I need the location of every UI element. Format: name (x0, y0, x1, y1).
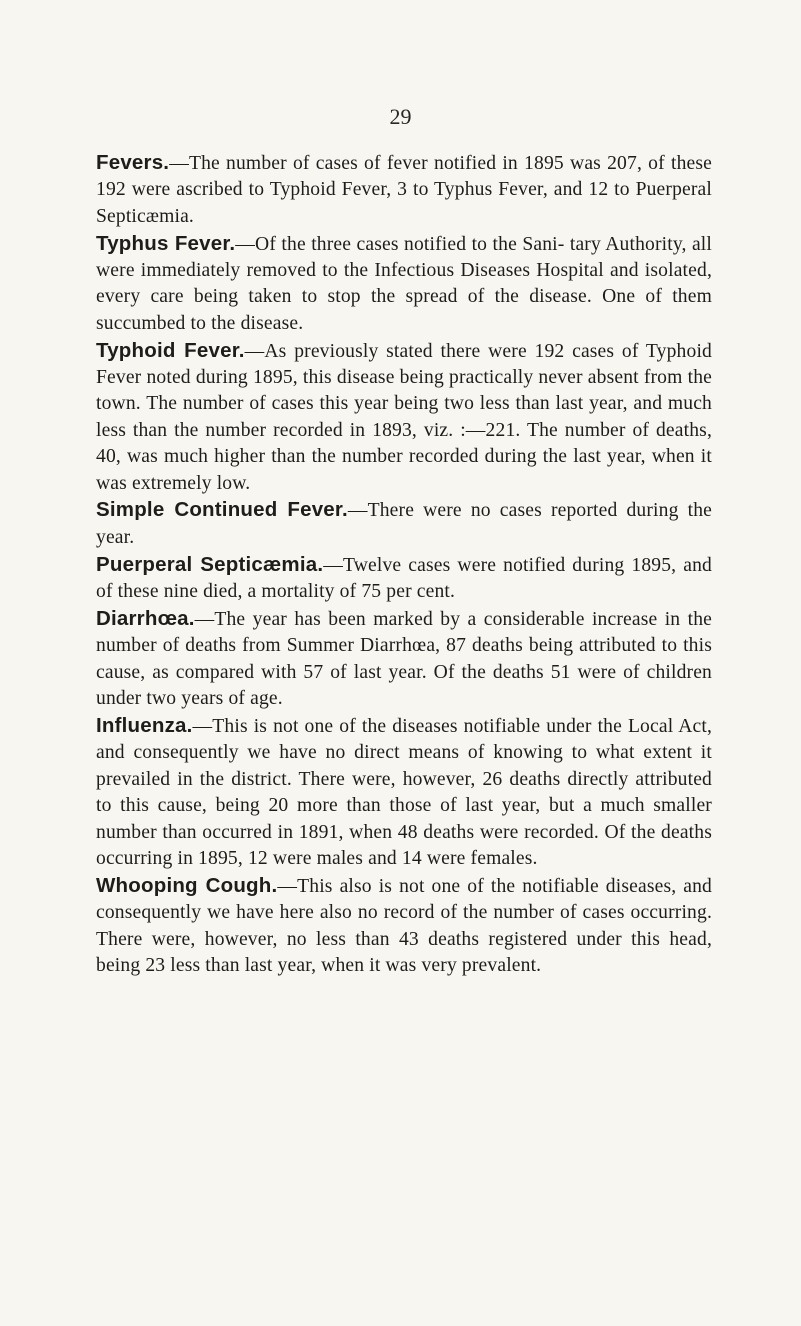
paragraph-puerperal-septicaemia (96, 552, 712, 606)
paragraph-fevers (96, 150, 712, 230)
page-number: 29 (389, 104, 412, 129)
heading-whooping-cough: Whooping Cough. (96, 873, 278, 897)
text-diarrhoea: —The year has been marked by a considerable increase in the number of deaths from Summer Diarrhœa, 87 deaths being attributed to this cause, as compared with 57 of last year. Of the deaths 51 were of children under two years of age. (96, 608, 712, 710)
text-typhoid-fever: —As previously stated there were 192 cases of Typhoid Fever noted during 1895, this disease being practically never absent from the town. The number of cases this year being two less than last year, and much less than the number recorded in 1893, viz. :—221. The number of deaths, 40, was much higher than the number recorded during the last year, when it was extremely low. (96, 340, 712, 494)
paragraph-influenza (96, 713, 712, 872)
text-typhus-fever: —Of the three cases notified to the Sani- tary Authority, all were immediately removed to the Infectious Diseases Hospital and isolated, every care being taken to stop the spread of the disease. One of them succumbed to the disease. (96, 233, 712, 334)
heading-typhus-fever: Typhus Fever. (96, 231, 236, 255)
text-simple-continued-fever: —There were no cases reported during the year. (96, 500, 712, 548)
paragraph-diarrhoea (96, 606, 712, 713)
text-influenza: —This is not one of the diseases notifiable under the Local Act, and consequently we have no direct means of knowing to what extent it prevailed in the district. There were, however, 26 deaths directly attributed to this cause, being 20 more than those of last year, but a much smaller number than occurred in 1891, when 48 deaths were recorded. Of the deaths occurring in 1895, 12 were males and 14 were females. (96, 715, 712, 869)
paragraph-typhus-fever (96, 231, 712, 338)
paragraph-whooping-cough (96, 873, 712, 980)
paragraph-typhoid-fever (96, 338, 712, 497)
text-fevers: —The number of cases of fever notified in 1895 was 207, of these 192 were ascribed to Typhoid Fever, 3 to Typhus Fever, and 12 to Puerperal Septicæmia. (96, 153, 712, 227)
heading-typhoid-fever: Typhoid Fever. (96, 338, 245, 362)
heading-puerperal-septicaemia: Puerperal Septicæmia. (96, 552, 324, 576)
heading-diarrhoea: Diarrhœa. (96, 606, 195, 630)
heading-fevers: Fevers. (96, 151, 170, 174)
report-body (96, 150, 712, 980)
text-whooping-cough: —This also is not one of the notifiable diseases, and consequently we have here also no record of the number of cases occurring. There were, however, no less than 43 deaths registered under this head, being 23 less than last year, when it was very prevalent. (96, 875, 712, 976)
text-puerperal-septicaemia: —Twelve cases were notified during 1895, and of these nine died, a mortality of 75 per cent. (96, 554, 712, 603)
paragraph-simple-continued-fever (96, 497, 712, 551)
heading-influenza: Influenza. (96, 713, 193, 737)
heading-simple-continued-fever: Simple Continued Fever. (96, 498, 348, 522)
